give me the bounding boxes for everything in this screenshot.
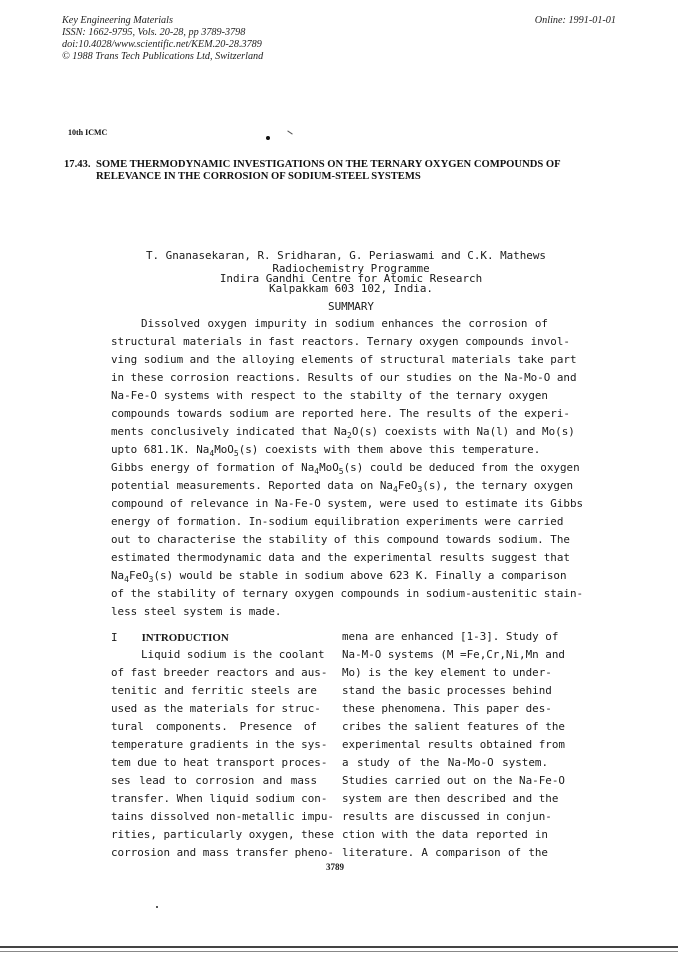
scan-speck xyxy=(156,906,158,908)
subscript: 3 xyxy=(417,485,423,494)
summary-line: Na-Fe-O systems with respect to the stabilty of the ternary oxygen xyxy=(111,389,548,402)
intro-line: corrosion and mass transfer pheno- xyxy=(111,846,334,859)
summary-text: Na xyxy=(111,569,125,582)
section-number: I xyxy=(111,631,118,644)
scan-edge-line xyxy=(0,951,678,952)
issn-line: ISSN: 1662-9795, Vols. 20-28, pp 3789-3798 xyxy=(62,27,246,38)
scan-edge-line xyxy=(0,946,678,948)
summary-line: Dissolved oxygen impurity in sodium enhances the corrosion of xyxy=(141,317,548,330)
intro-line: literature. A comparison of the xyxy=(342,846,548,859)
summary-heading: SUMMARY xyxy=(328,300,374,313)
summary-text: MoO xyxy=(319,461,339,474)
subscript: 2 xyxy=(347,431,352,440)
page-number: 3789 xyxy=(326,862,344,872)
intro-line: tains dissolved non-metallic impu- xyxy=(111,810,334,823)
conference-label: 10th ICMC xyxy=(68,128,108,137)
intro-line: transfer. When liquid sodium con- xyxy=(111,792,328,805)
intro-line: a study of the Na-Mo-O system. xyxy=(342,756,548,769)
intro-line: of fast breeder reactors and aus- xyxy=(111,666,328,679)
summary-line: compound of relevance in Na-Fe-O system, were used to estimate its Gibbs xyxy=(111,497,584,510)
author-list: T. Gnanasekaran, R. Sridharan, G. Periaswami and C.K. Mathews xyxy=(146,249,546,262)
summary-text: (s) coexists with them above this temperature. xyxy=(238,443,541,456)
summary-line: energy of formation. In-sodium equilibration experiments were carried xyxy=(111,515,564,528)
summary-text: (s) could be deduced from the oxygen xyxy=(343,461,580,474)
subscript: 5 xyxy=(233,449,239,458)
intro-line: Na-M-O systems (M =Fe,Cr,Ni,Mn and xyxy=(342,648,565,661)
title-line-1: SOME THERMODYNAMIC INVESTIGATIONS ON THE TERNARY OXYGEN COMPOUNDS OF xyxy=(96,159,561,170)
subscript: 3 xyxy=(148,575,154,584)
summary-line: structural materials in fast reactors. Ternary oxygen compounds invol- xyxy=(111,335,570,348)
intro-line: tenitic and ferritic steels are xyxy=(111,684,317,697)
summary-line xyxy=(111,477,574,496)
summary-text: O(s) coexists with Na(l) and Mo(s) xyxy=(351,425,575,438)
intro-line: used as the materials for struc- xyxy=(111,702,321,715)
paper-number: 17.43. xyxy=(64,159,91,170)
summary-line xyxy=(111,567,567,586)
intro-line: tural components. Presence of xyxy=(111,720,317,733)
summary-line: ving sodium and the alloying elements of structural materials take part xyxy=(111,353,577,366)
intro-line: stand the basic processes behind xyxy=(342,684,552,697)
summary-text: ments conclusively indicated that Na xyxy=(111,425,348,438)
summary-line xyxy=(111,459,580,478)
intro-line: rities, particularly oxygen, these xyxy=(111,828,334,841)
online-date: Online: 1991-01-01 xyxy=(534,15,616,26)
summary-line: estimated thermodynamic data and the experimental results suggest that xyxy=(111,551,570,564)
intro-line: results are discussed in conjun- xyxy=(342,810,552,823)
summary-text: Gibbs energy of formation of Na xyxy=(111,461,315,474)
intro-line: these phenomena. This paper des- xyxy=(342,702,552,715)
summary-line: of the stability of ternary oxygen compounds in sodium-austenitic stain- xyxy=(111,587,584,600)
scan-mark xyxy=(287,130,292,134)
summary-text: FeO xyxy=(397,479,418,492)
intro-line: ction with the data reported in xyxy=(342,828,548,841)
affiliation-line: Radiochemistry Programme xyxy=(272,262,430,275)
intro-line: experimental results obtained from xyxy=(342,738,565,751)
intro-line: mena are enhanced [1-3]. Study of xyxy=(342,630,559,643)
affiliation-line: Kalpakkam 603 102, India. xyxy=(269,282,433,295)
summary-line xyxy=(111,423,575,442)
doi-line: doi:10.4028/www.scientific.net/KEM.20-28.3789 xyxy=(62,39,262,50)
summary-line: less steel system is made. xyxy=(111,605,282,618)
summary-text: FeO xyxy=(128,569,149,582)
journal-name: Key Engineering Materials xyxy=(62,15,173,26)
subscript: 4 xyxy=(314,467,320,476)
summary-text: MoO xyxy=(214,443,234,456)
summary-text: (s) would be stable in sodium above 623 K. Finally a comparison xyxy=(153,569,567,582)
paper-title xyxy=(64,159,624,183)
affiliation-line: Indira Gandhi Centre for Atomic Research xyxy=(219,272,483,285)
summary-line xyxy=(111,441,548,460)
intro-line: system are then described and the xyxy=(342,792,559,805)
subscript: 5 xyxy=(338,467,344,476)
summary-text: (s), the ternary oxygen xyxy=(422,479,574,492)
intro-line: ses lead to corrosion and mass xyxy=(111,774,317,787)
intro-line: tem due to heat transport proces- xyxy=(111,756,328,769)
subscript: 4 xyxy=(124,575,129,584)
section-title: INTRODUCTION xyxy=(141,632,229,644)
summary-line: compounds towards sodium are reported here. The results of the experi- xyxy=(111,407,570,420)
summary-text: potential measurements. Reported data on Na xyxy=(111,479,393,492)
copyright-line: © 1988 Trans Tech Publications Ltd, Switzerland xyxy=(62,51,264,62)
intro-line: Mo) is the key element to under- xyxy=(342,666,552,679)
section-heading xyxy=(111,631,229,644)
intro-line: Studies carried out on the Na-Fe-O xyxy=(342,774,565,787)
subscript: 4 xyxy=(392,485,398,494)
summary-text: upto 681.1K. Na xyxy=(111,443,210,456)
summary-line: in these corrosion reactions. Results of our studies on the Na-Mo-O and xyxy=(111,371,577,384)
journal-header xyxy=(62,15,263,63)
intro-line: temperature gradients in the sys- xyxy=(111,738,328,751)
scan-speck xyxy=(266,136,270,140)
summary-line: out to characterise the stability of this compound towards sodium. The xyxy=(111,533,570,546)
intro-line: cribes the salient features of the xyxy=(342,720,565,733)
intro-line: Liquid sodium is the coolant xyxy=(141,648,325,661)
title-line-2: RELEVANCE IN THE CORROSION OF SODIUM-STEEL SYSTEMS xyxy=(96,171,421,182)
subscript: 4 xyxy=(209,449,215,458)
